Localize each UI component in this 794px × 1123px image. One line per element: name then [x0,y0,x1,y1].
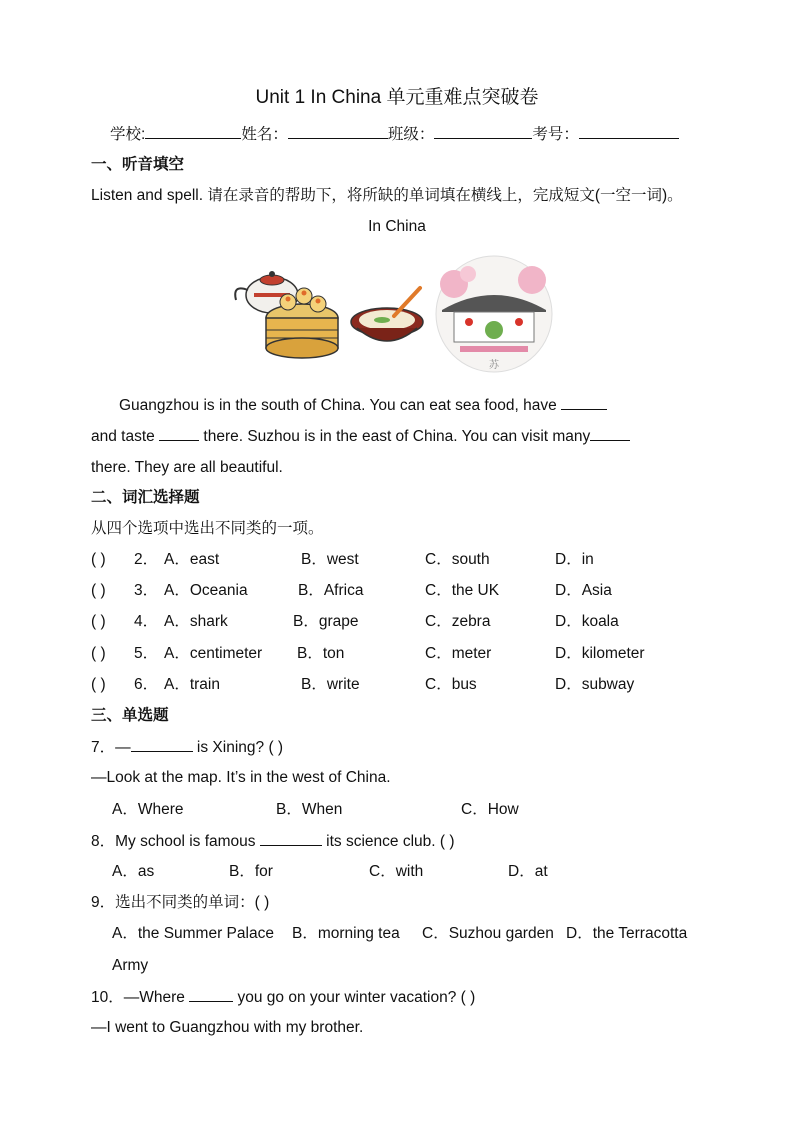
school-blank[interactable] [145,124,241,139]
name-blank[interactable] [288,124,388,139]
passage-line-2b: there. Suzhou is in the east of China. You can visit many [203,428,591,445]
q7-stem-b: is Xining? ( ) [192,739,284,756]
q4-option-b[interactable]: B．grape [293,613,359,630]
q9-option-a[interactable]: A．the Summer Palace [112,925,274,942]
q9-option-d[interactable]: D．the Terracotta [566,925,688,942]
question-number-q3: 3． [134,582,159,599]
q6-option-d[interactable]: D．subway [555,676,635,693]
number-label: 考号： [532,126,579,143]
china-food-illustration [232,250,562,380]
q9-option-b[interactable]: B．morning tea [292,925,400,942]
q2-option-c[interactable]: C．south [425,551,490,568]
q4-option-d[interactable]: D．koala [555,613,619,630]
q3-option-c[interactable]: C．the UK [425,582,500,599]
passage-line-1: Guangzhou is in the south of China. You can eat sea food, have [119,397,557,414]
q2-option-d[interactable]: D．in [555,551,594,568]
page-title: Unit 1 In China 单元重难点突破卷 [255,87,539,108]
q6-option-b[interactable]: B．write [301,676,360,693]
q9-option-d-continued: Army [112,957,149,974]
q8-stem-b: its science club. ( ) [321,833,455,850]
section-instruction-vocabulary: 从四个选项中选出不同类的一项。 [91,520,324,537]
school-label: 学校: [110,126,146,143]
question-number-q4: 4． [134,613,159,630]
suzhou-garden-icon [436,256,552,372]
question-number-q5: 5． [134,645,159,662]
q6-option-a[interactable]: A．train [164,676,220,693]
q8-option-a[interactable]: A．as [112,863,155,880]
q3-option-b[interactable]: B．Africa [298,582,364,599]
passage-blank-2[interactable] [159,426,199,441]
class-blank[interactable] [434,124,532,139]
q7-option-c[interactable]: C．How [461,801,519,818]
answer-paren-q6[interactable]: ( ) [91,676,106,693]
q4-option-c[interactable]: C．zebra [425,613,491,630]
q10-blank[interactable] [189,987,233,1002]
q10-stem-b: you go on your winter vacation? ( ) [233,989,476,1006]
q10-stem-a: 10．—Where [91,989,190,1006]
q2-option-a[interactable]: A．east [164,551,220,568]
q7-blank[interactable] [131,737,193,752]
q8-option-d[interactable]: D．at [508,863,548,880]
q9-option-c[interactable]: C．Suzhou garden [422,925,554,942]
name-label: 姓名： [241,126,288,143]
q3-option-a[interactable]: A．Oceania [164,582,248,599]
question-8-stem [91,831,455,852]
question-10-stem [91,987,475,1008]
q6-option-c[interactable]: C．bus [425,676,477,693]
passage-blank-1[interactable] [561,395,607,410]
passage-line-2a: and taste [91,428,155,445]
q7-option-a[interactable]: A．Where [112,801,184,818]
q2-option-b[interactable]: B．west [301,551,359,568]
passage-line-3: there. They are all beautiful. [91,459,283,476]
q4-option-a[interactable]: A．shark [164,613,228,630]
listening-passage [91,390,703,483]
q5-option-a[interactable]: A．centimeter [164,645,263,662]
student-info-row [110,122,679,144]
q5-option-c[interactable]: C．meter [425,645,492,662]
number-blank[interactable] [579,124,679,139]
passage-title: In China [368,218,426,235]
question-7-stem [91,737,283,758]
question-10-reply: —I went to Guangzhou with my brother. [91,1019,364,1036]
porridge-bowl-icon [351,288,423,341]
q8-option-c[interactable]: C．with [369,863,424,880]
q8-stem-a: 8．My school is famous [91,833,260,850]
q3-option-d[interactable]: D．Asia [555,582,612,599]
question-7-reply: —Look at the map. It’s in the west of China. [91,769,391,786]
class-label: 班级： [387,126,435,143]
question-9-stem: 9．选出不同类的单词：( ) [91,894,270,911]
question-number-q2: 2． [134,551,159,568]
q5-option-b[interactable]: B．ton [297,645,345,662]
question-number-q6: 6． [134,676,159,693]
section-instruction-listening: Listen and spell. 请在录音的帮助下，将所缺的单词填在横线上，完成短文(一空一词)。 [91,187,683,204]
q8-option-b[interactable]: B．for [229,863,273,880]
section-heading-choice: 三、单选题 [91,707,169,724]
section-heading-listening: 一、听音填空 [91,156,185,173]
answer-paren-q4[interactable]: ( ) [91,613,106,630]
answer-paren-q3[interactable]: ( ) [91,582,106,599]
answer-paren-q5[interactable]: ( ) [91,645,106,662]
section-heading-vocabulary: 二、词汇选择题 [91,489,200,506]
q7-stem-a: 7．— [91,739,131,756]
answer-paren-q2[interactable]: ( ) [91,551,106,568]
q5-option-d[interactable]: D．kilometer [555,645,645,662]
passage-blank-3[interactable] [590,426,630,441]
q7-option-b[interactable]: B．When [276,801,343,818]
q8-blank[interactable] [260,831,322,846]
svg-text:苏: 苏 [489,360,499,371]
